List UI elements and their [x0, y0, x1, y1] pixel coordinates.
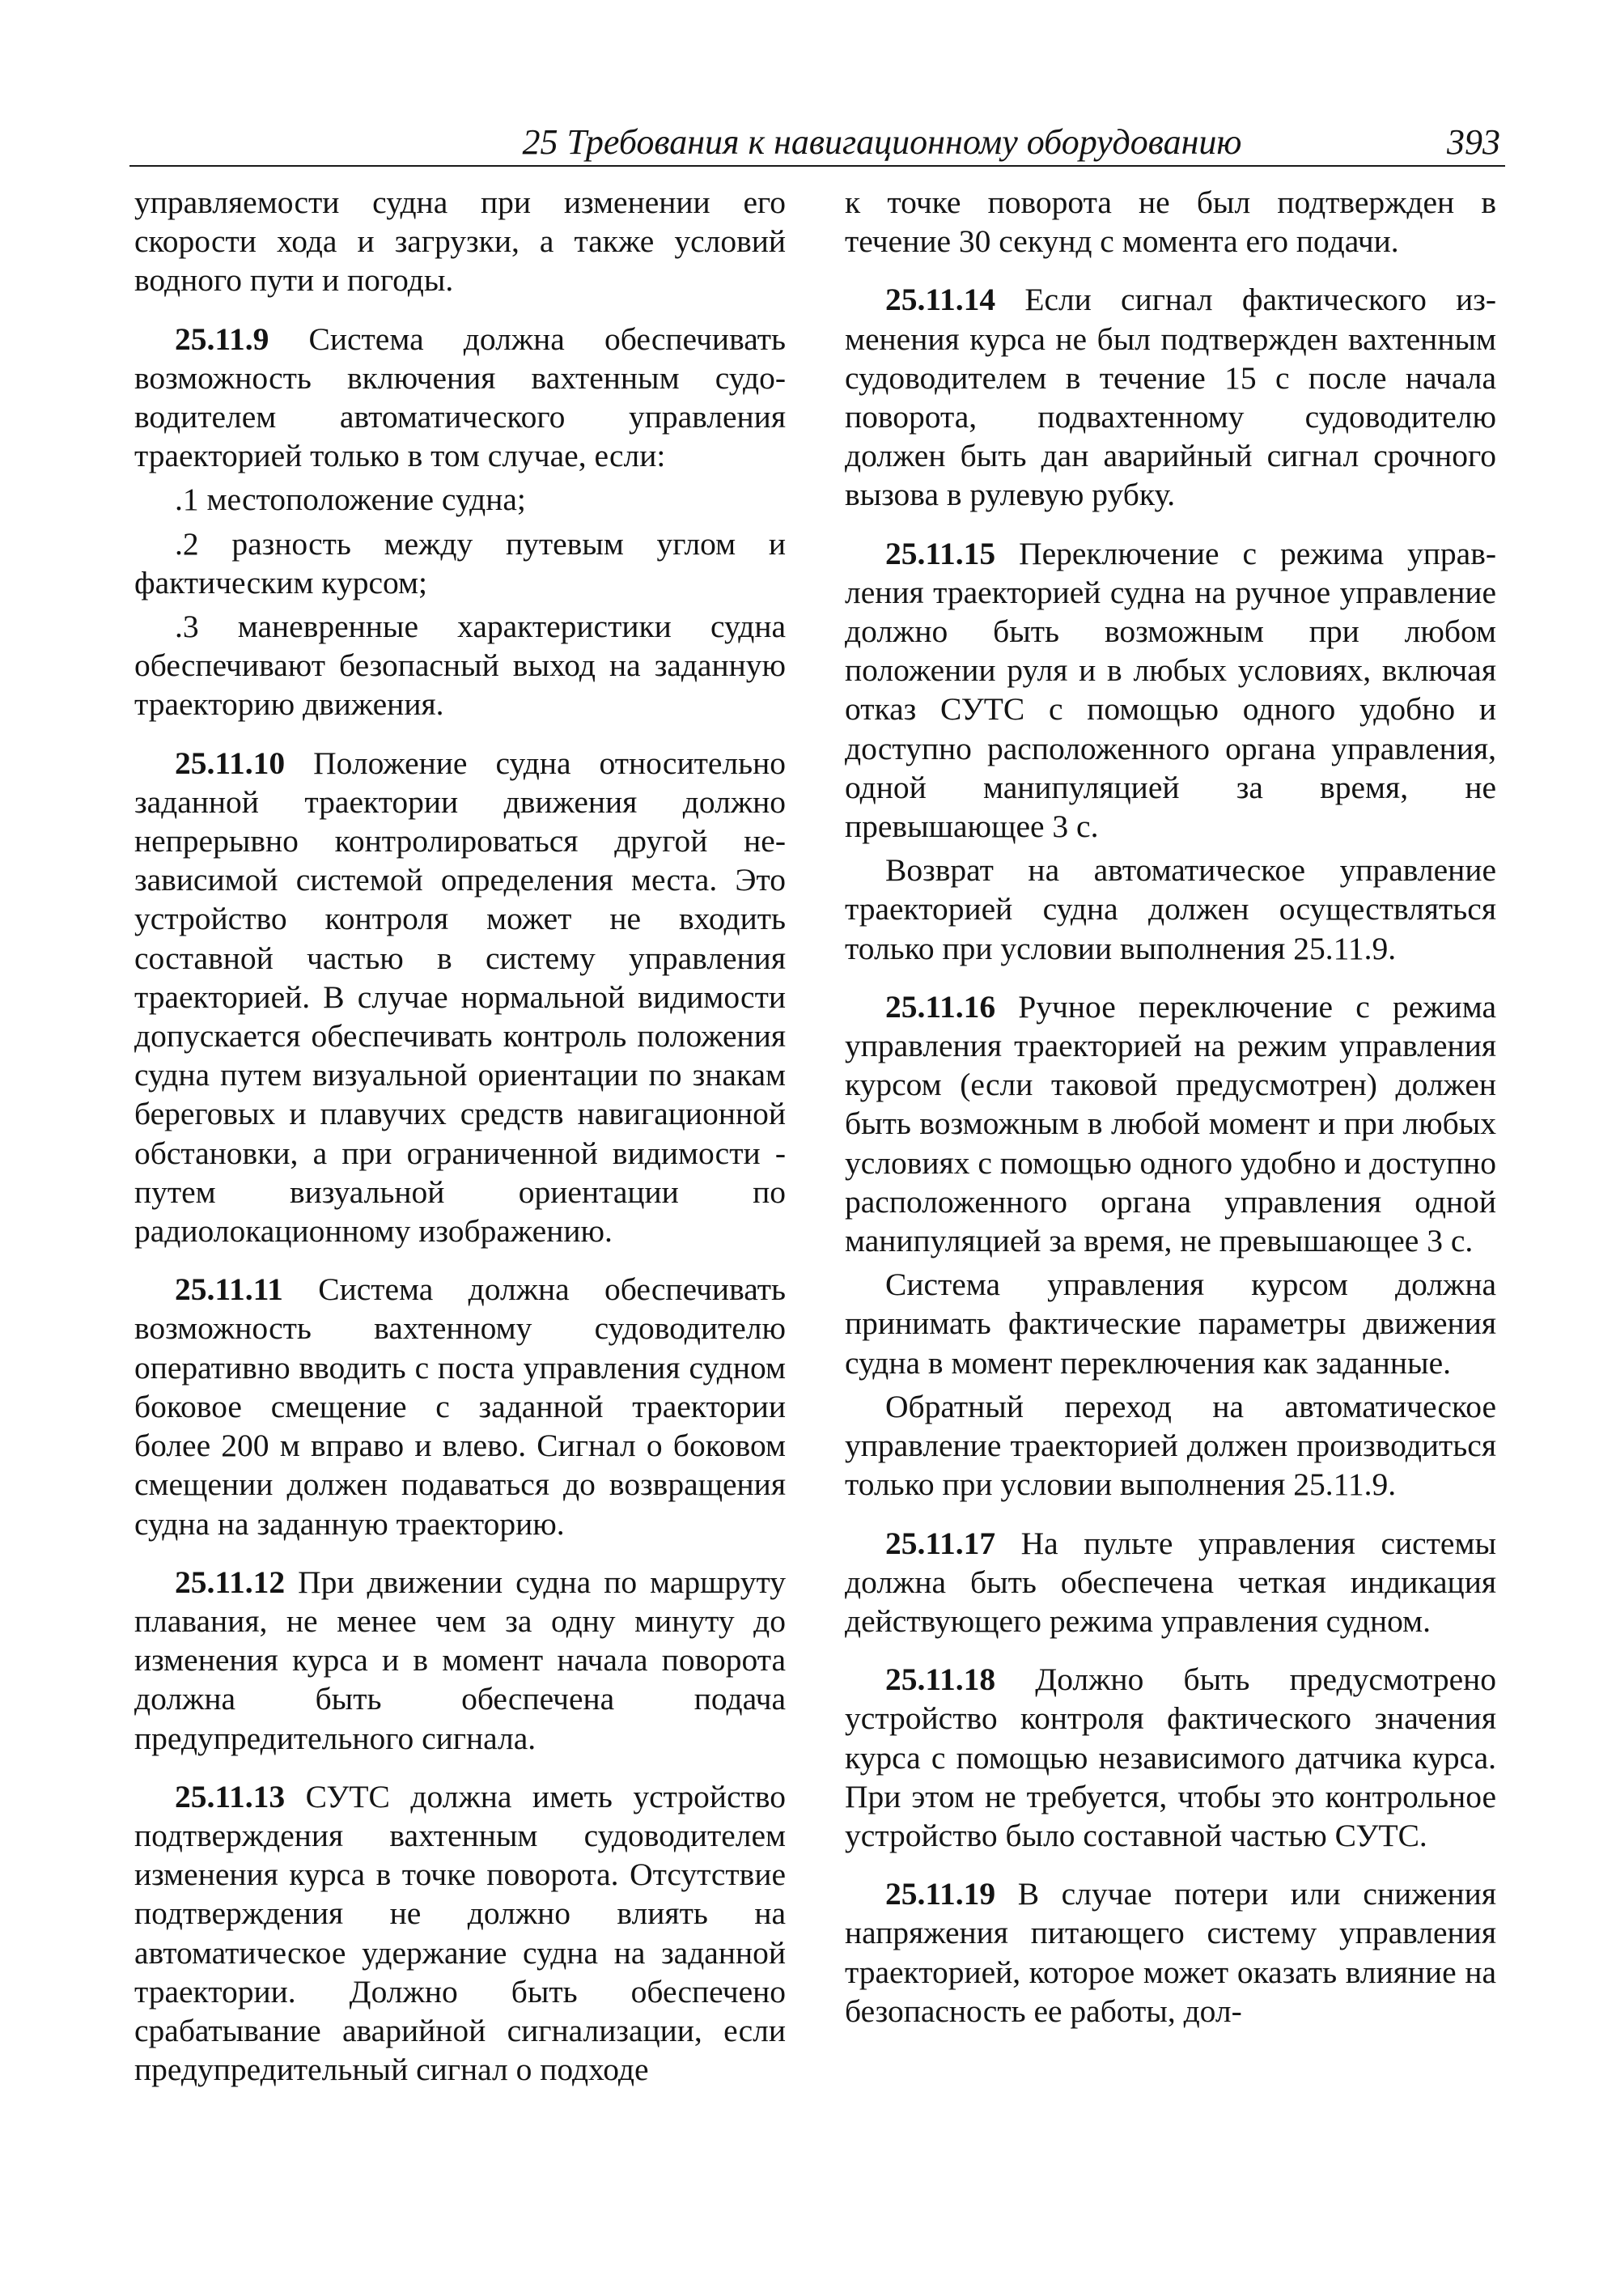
clause-number: 25.11.13 — [175, 1778, 286, 1814]
page-number: 393 — [1447, 122, 1500, 162]
clause-25-11-13: 25.11.13 СУТС должна иметь устройство подтверждения вахтенным судоводителем изменения курса в точке поворота. Отсутствие подтверждения не должно влиять на автоматическое удержание судна на заданной траектории. Должно быть обеспечено срабатывание аварийной сигнализации, если предупредительный сигнал о подходе — [134, 1778, 786, 2088]
paragraph: Обратный переход на автоматическое управление траекторией должен производиться только при условии выполнения 25.11.9. — [845, 1388, 1496, 1503]
clause-number: 25.11.15 — [885, 535, 996, 571]
paragraph: Возврат на автоматическое управление траекторией судна должен осуществляться только при условии выполнения 25.11.9. — [845, 852, 1496, 966]
clause-25-11-11: 25.11.11 Система должна обеспечивать возможность вахтенному судоводителю оперативно вводить с поста управления судном боковое смещение с заданной траектории более 200 м вправо и влево. Сигнал о боковом смещении должен подаваться до возвращения судна на заданную траекторию. — [134, 1271, 786, 1542]
clause-number: 25.11.9 — [175, 320, 269, 357]
clause-25-11-19: 25.11.19 В случае потери или снижения напряжения питающего систему управления траекторией, которое может оказать влияние на безопасность ее работы, дол- — [845, 1876, 1496, 2029]
right-column — [845, 183, 1496, 2031]
clause-number: 25.11.14 — [885, 282, 996, 318]
clause-number: 25.11.12 — [175, 1564, 286, 1600]
clause-25-11-15: 25.11.15 Переключение с режима управления траекторией судна на ручное управление должно быть возможным при любом положении руля и в любых условиях, включая отказ СУТС с помощью одного удобно и доступно расположенного органа управления, одной манипуляцией за время, не превышающее 3 с. — [845, 535, 1496, 845]
clause-number: 25.11.18 — [885, 1662, 996, 1698]
chapter-title: 25 Требования к навигационному оборудованию — [522, 122, 1242, 162]
clause-25-11-10: 25.11.10 Положение судна относительно заданной траектории движения должно непрерывно контролироваться другой независимой системой определения места. Это устройство контроля может не входить составной частью в систему управления траекторией. В случае нормальной видимости допускается обеспечивать контроль положения судна путем визуальной ориентации по знакам береговых и плавучих средств навигационной обстановки, а при ограниченной видимости - путем визуальной ориентации по радиолокационному изображению. — [134, 745, 786, 1250]
paragraph: к точке поворота не был подтвержден в течение 30 секунд с момента его подачи. — [845, 185, 1496, 260]
left-column — [134, 183, 786, 2089]
list-item: .1 местоположение судна; — [175, 482, 526, 518]
paragraph: Система управления курсом должна принимать фактические параметры движения судна в момент переключения как заданные. — [845, 1267, 1496, 1381]
clause-25-11-18: 25.11.18 Должно быть предусмотрено устройство контроля фактического значения курса с помощью независимого датчика курса. При этом не требуется, чтобы это контрольное устройство было составной частью СУТС. — [845, 1662, 1496, 1853]
paragraph: управляемости судна при изменении его скорости хода и загрузки, а также условий водного пути и погоды. — [134, 185, 786, 299]
clause-number: 25.11.16 — [885, 988, 996, 1025]
clause-number: 25.11.17 — [885, 1525, 996, 1561]
clause-25-11-12: 25.11.12 При движении судна по маршруту плавания, не менее чем за одну минуту до изменения курса и в момент начала поворота должна быть обеспечена подача предупредительного сигнала. — [134, 1564, 786, 1756]
clause-number: 25.11.19 — [885, 1876, 996, 1912]
list-item: .3 маневренные характеристики судна обеспечивают безопасный выход на заданную траекторию движения. — [134, 609, 786, 723]
running-header — [129, 120, 1505, 167]
clause-25-11-16: 25.11.16 Ручное переключение с режима управления траекторией на режим управления курсом (если таковой предусмотрен) должен быть возможным в любой момент и при любых условиях с помощью одного удобно и доступно расположенного органа управления одной манипуляцией за время, не превышающее 3 с. — [845, 988, 1496, 1259]
clause-number: 25.11.10 — [175, 745, 286, 781]
list-item: .2 разность между путевым углом и фактическим курсом; — [134, 525, 786, 601]
clause-25-11-9: 25.11.9 Система должна обеспечивать возможность включения вахтенным судоводителем автоматического управления траекторией только в том случае, если: — [134, 320, 786, 474]
clause-number: 25.11.11 — [175, 1271, 283, 1308]
clause-25-11-17: 25.11.17 На пульте управления системы должна быть обеспечена четкая индикация действующего режима управления судном. — [845, 1525, 1497, 1639]
clause-25-11-14: 25.11.14 Если сигнал фактического изменения курса не был подтвержден вахтенным судоводителем в течение 15 с после начала поворота, подвахтенному судоводителю должен быть дан аварийный сигнал срочного вызова в рулевую рубку. — [845, 282, 1497, 513]
